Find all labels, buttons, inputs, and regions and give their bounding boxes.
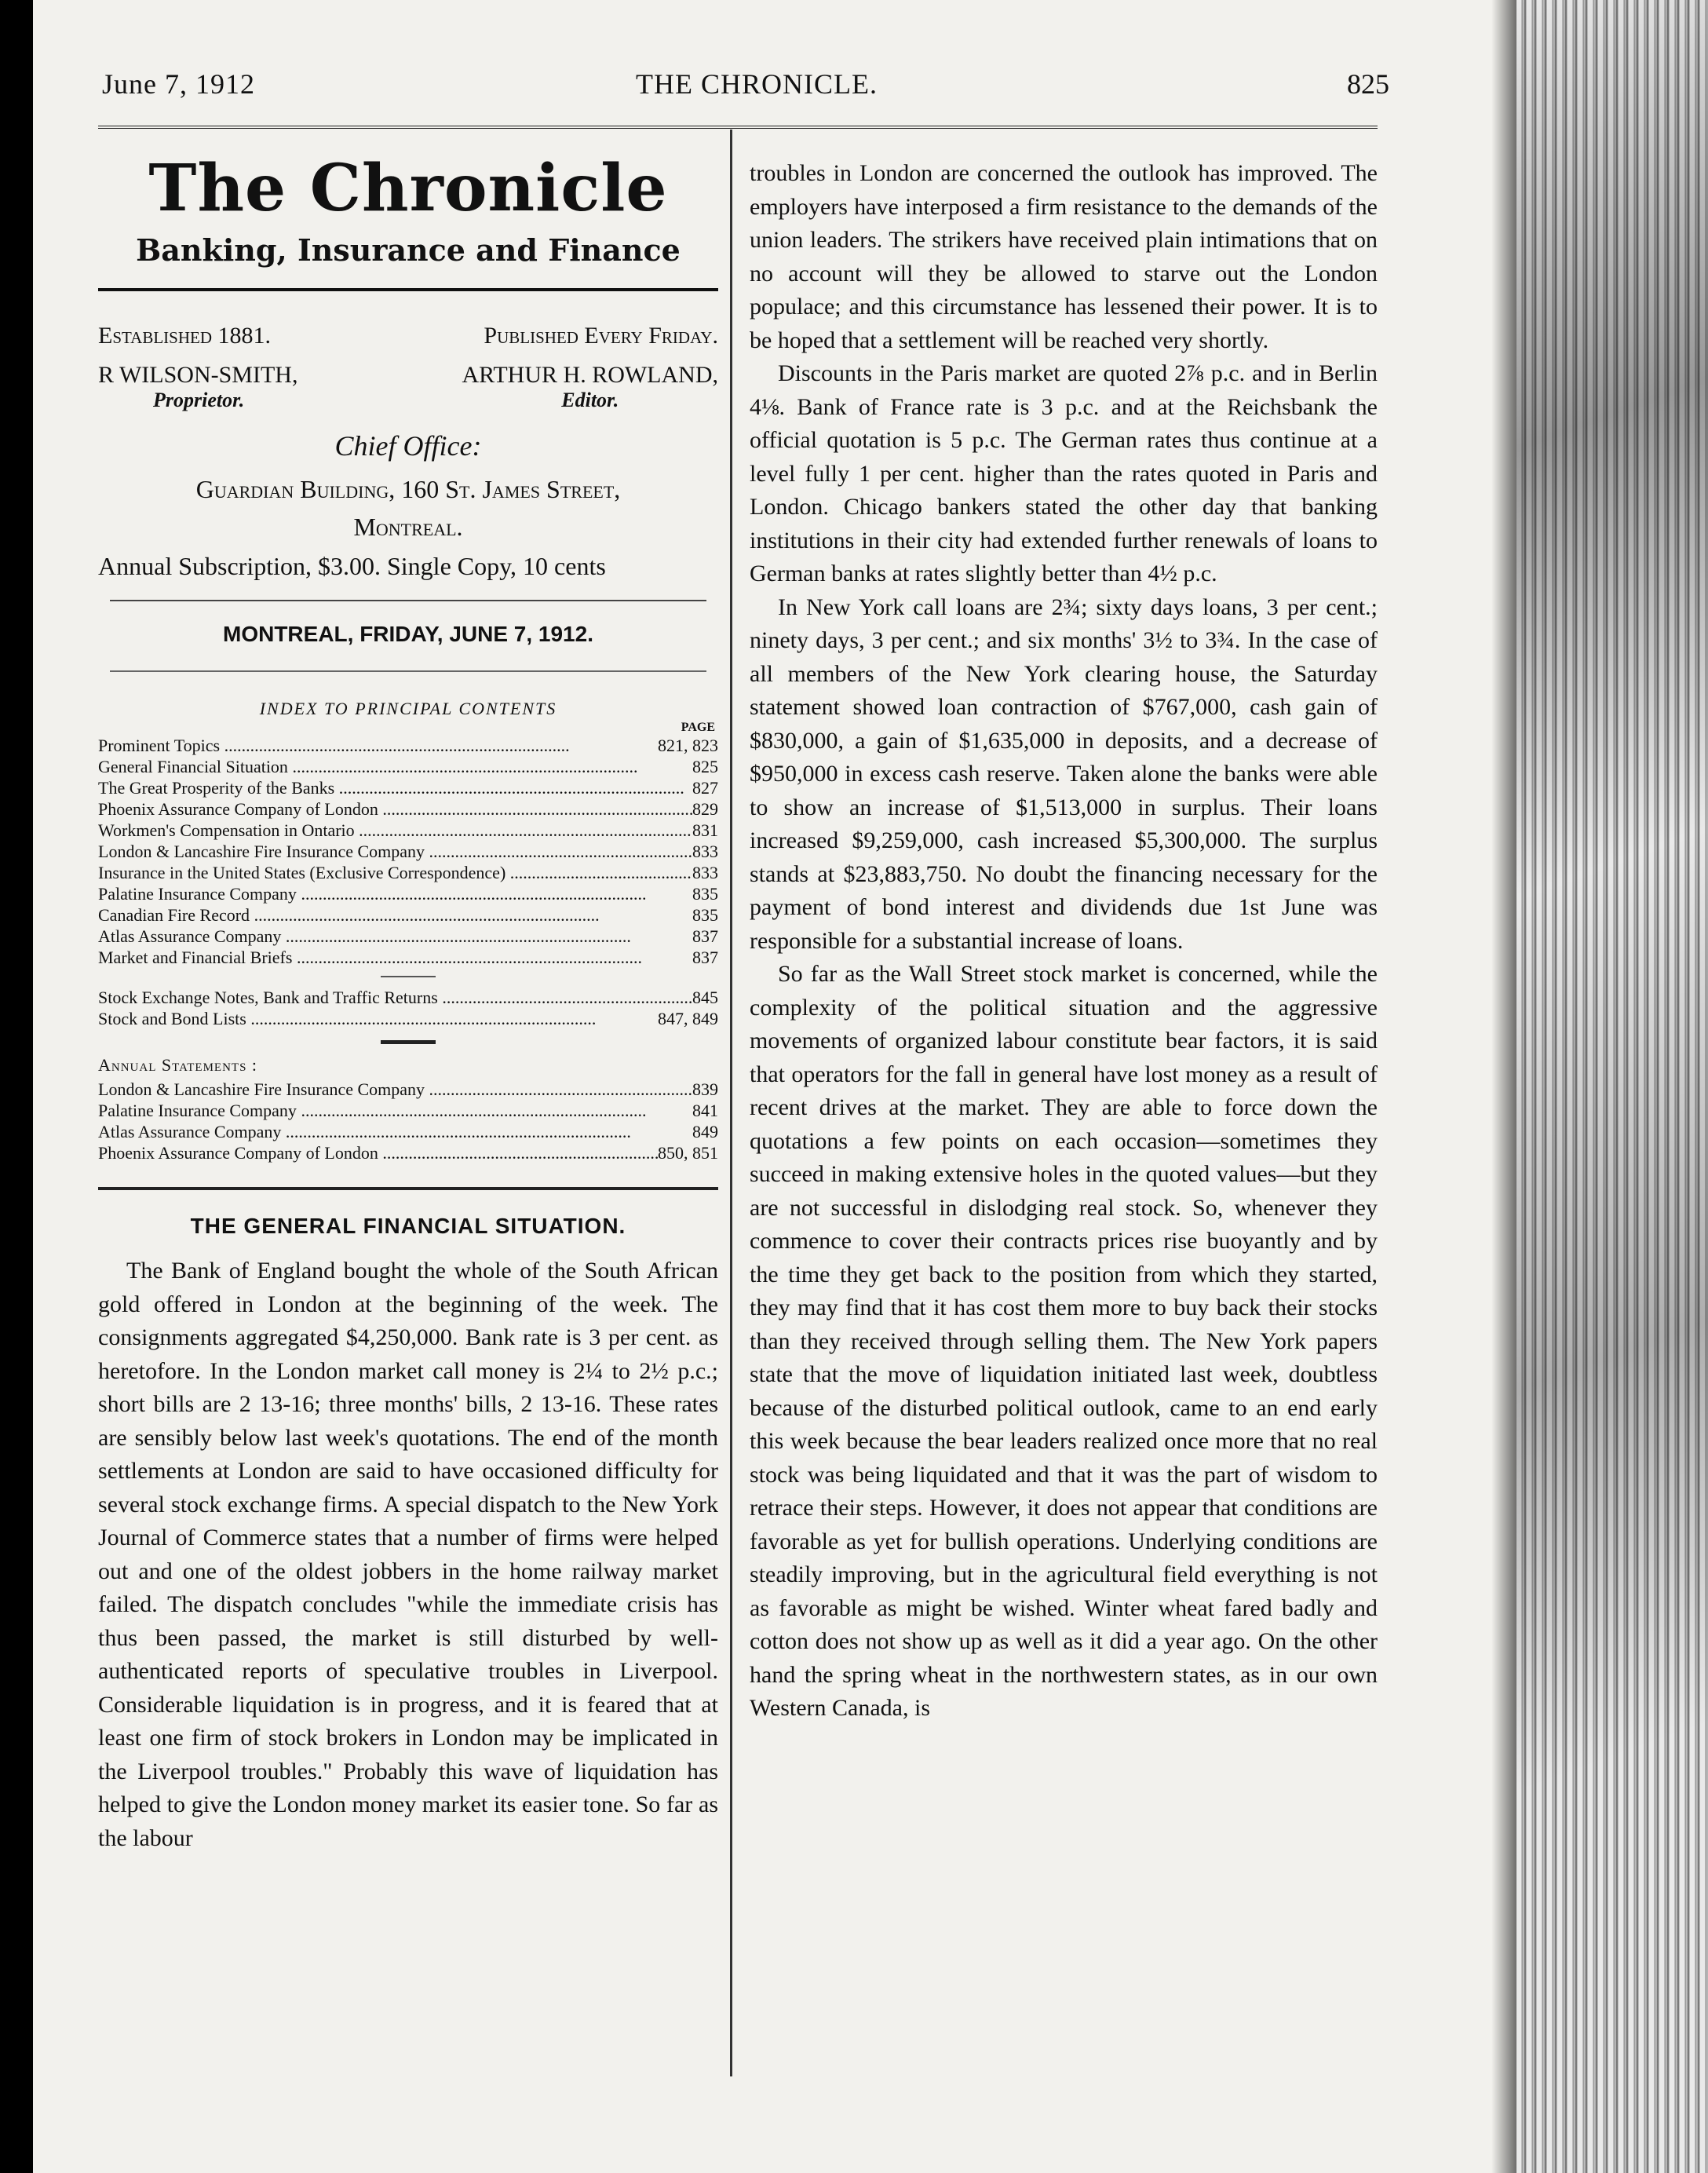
index-entry bbox=[98, 1121, 718, 1142]
index-entry-title: Workmen's Compensation in Ontario ..... bbox=[98, 820, 692, 841]
right-column bbox=[750, 157, 1378, 1726]
index-entry-title: The Great Prosperity of the Banks ..... bbox=[98, 777, 692, 798]
header-rule bbox=[98, 126, 1378, 129]
index-page-label: PAGE bbox=[681, 721, 715, 734]
index-entry bbox=[98, 1142, 718, 1163]
index-entry-title: Stock and Bond Lists ..... bbox=[98, 1008, 658, 1029]
index-entry bbox=[98, 735, 718, 756]
index-entry bbox=[98, 904, 718, 926]
index-title: INDEX TO PRINCIPAL CONTENTS bbox=[259, 699, 557, 718]
index-entry bbox=[98, 756, 718, 777]
index-entry-page: 827 bbox=[692, 778, 718, 798]
index-entry-title: London & Lancashire Fire Insurance Company ..... bbox=[98, 841, 692, 862]
editor bbox=[462, 362, 718, 412]
page-number: 825 bbox=[1347, 68, 1389, 100]
index-entry bbox=[98, 798, 718, 820]
index-entry bbox=[98, 987, 718, 1008]
book-page-edges bbox=[1516, 0, 1708, 2173]
index-entry-page: 837 bbox=[692, 926, 718, 946]
index-entry-title: London & Lancashire Fire Insurance Company ..... bbox=[98, 1079, 692, 1100]
index-entry-page: 845 bbox=[692, 988, 718, 1007]
index-entry-title: Atlas Assurance Company ..... bbox=[98, 926, 692, 947]
column-rule bbox=[730, 130, 732, 2076]
index-entry-page: 829 bbox=[692, 799, 718, 819]
index-list-secondary bbox=[98, 987, 718, 1029]
index-entry-page: 849 bbox=[692, 1122, 718, 1141]
masthead-subtitle: Banking, Insurance and Finance bbox=[136, 232, 681, 268]
article-heading: THE GENERAL FINANCIAL SITUATION. bbox=[190, 1214, 626, 1238]
index-entry bbox=[98, 947, 718, 968]
index-entry-page: 837 bbox=[692, 948, 718, 967]
index-entry bbox=[98, 883, 718, 904]
index-entry bbox=[98, 1079, 718, 1100]
index-entry-page: 835 bbox=[692, 884, 718, 904]
proprietor bbox=[98, 362, 297, 412]
article-body-left bbox=[98, 1254, 718, 1855]
index-list bbox=[98, 735, 718, 968]
index-divider bbox=[381, 1040, 436, 1044]
left-column bbox=[98, 133, 718, 1855]
journal-name: THE CHRONICLE. bbox=[636, 68, 878, 100]
annual-statements-list bbox=[98, 1079, 718, 1163]
index-entry-page: 825 bbox=[692, 757, 718, 776]
proprietor-role: Proprietor. bbox=[153, 389, 245, 411]
chief-office-label: Chief Office: bbox=[334, 430, 482, 462]
index-entry bbox=[98, 926, 718, 947]
index-entry-title: Atlas Assurance Company ..... bbox=[98, 1121, 692, 1142]
index-entry-title: Palatine Insurance Company ..... bbox=[98, 1100, 692, 1121]
index-entry-page: 833 bbox=[692, 863, 718, 882]
index-entry bbox=[98, 862, 718, 883]
section-rule bbox=[98, 1187, 718, 1190]
index-entry-title: Palatine Insurance Company ..... bbox=[98, 883, 692, 904]
index-entry-title: Canadian Fire Record ..... bbox=[98, 904, 692, 926]
editor-role: Editor. bbox=[561, 389, 619, 411]
published-text: Published Every Friday. bbox=[484, 323, 718, 349]
annual-statements-heading: Annual Statements : bbox=[98, 1055, 258, 1075]
address-city: Montreal. bbox=[353, 513, 463, 541]
editor-name: ARTHUR H. ROWLAND, bbox=[462, 362, 718, 388]
article-paragraph: So far as the Wall Street stock market is concerned, while the complexity of the political situation and the aggressive movements of organized labour constitute bear factors, it is said that operators for the fall in general have lost money as a result of recent drives at the market. They are able to force down the quotations a few points on each occasion—sometimes they succeed in making extensive holes in the quoted values—but they are not successful in dislodging real stock. So, whenever they commence to cover their contracts prices rise buoyantly and by the time they get back to the position from which they started, they may find that it has cost them more to buy back their stocks than they received through selling them. The New York papers state that the move of liquidation initiated last week, doubtless because of the disturbed political outlook, came to an end early this week because the bear leaders realized once more that no real stock was being liquidated and that it was the part of wisdom to retrace their steps. However, it does not appear that conditions are favorable as yet for bullish operations. Underlying conditions are steadily improving, but in the agricultural field everything is not as favorable as might be wished. Winter wheat fared badly and cotton does not show up as well as it did a year ago. On the other hand the spring wheat in the northwestern states, as in our own Western Canada, is bbox=[750, 961, 1378, 1721]
index-entry-page: 841 bbox=[692, 1101, 718, 1120]
article-paragraph: The Bank of England bought the whole of the South African gold offered in London at the beginning of the week. The consignments aggregated $4,250,000. Bank rate is 3 per cent. as heretofore. In the London market call money is 2¼ to 2½ p.c.; short bills are 2 13-16; three months' bills, 2 13-16. These rates are sensibly below last week's quotations. The end of the month settlements at London are said to have occasioned difficulty for several stock exchange firms. A special dispatch to the New York Journal of Commerce states that a number of firms were helped out and one of the oldest jobbers in the home railway market failed. The dispatch concludes "while the immediate crisis has thus been passed, the market is still disturbed by well-authenticated reports of speculative troubles in Liverpool. Considerable liquidation is in progress, and it is feared that at least one firm of stock brokers in London may be implicated in the Liverpool troubles." Probably this wave of liquidation has helped to give the London money market its easier tone. So far as the labour bbox=[98, 1258, 718, 1851]
index-entry bbox=[98, 1008, 718, 1029]
index-entry-page: 839 bbox=[692, 1079, 718, 1099]
address-line: Guardian Building, 160 St. James Street, bbox=[195, 475, 621, 503]
issue-date: June 7, 1912 bbox=[102, 68, 255, 100]
index-entry-page: 850, 851 bbox=[658, 1143, 718, 1163]
index-entry-title: General Financial Situation ..... bbox=[98, 756, 692, 777]
index-entry-title: Phoenix Assurance Company of London ..... bbox=[98, 798, 692, 820]
running-head bbox=[102, 68, 1389, 107]
established-text: Established 1881. bbox=[98, 323, 271, 349]
index-entry-page: 835 bbox=[692, 905, 718, 925]
article-paragraph: troubles in London are concerned the outlook has improved. The employers have interposed a firm resistance to the demands of the union leaders. The strikers have received plain intimations that on no account will they be allowed to starve out the London populace; and this circumstance has lessened their power. It is to be hoped that a settlement will be reached very shortly. bbox=[750, 160, 1378, 353]
index-entry bbox=[98, 841, 718, 862]
staff-names bbox=[98, 362, 718, 425]
index-entry-page: 821, 823 bbox=[658, 736, 718, 755]
index-entry bbox=[98, 777, 718, 798]
dateline: MONTREAL, FRIDAY, JUNE 7, 1912. bbox=[223, 622, 593, 646]
office-address bbox=[98, 470, 718, 546]
proprietor-name: R WILSON-SMITH, bbox=[98, 362, 298, 388]
article-body-right bbox=[750, 157, 1378, 1726]
gutter-shadow bbox=[1491, 0, 1516, 2173]
divider bbox=[110, 600, 706, 601]
index-entry-title: Insurance in the United States (Exclusive Correspondence) ..... bbox=[98, 862, 692, 883]
index-entry-title: Prominent Topics ..... bbox=[98, 735, 658, 756]
article-paragraph: In New York call loans are 2¾; sixty days loans, 3 per cent.; ninety days, 3 per cent.; and six months' 3½ to 3¾. In the case of all members of the New York clearing house, the Saturday statement showed loan contraction of $767,000, cash gain of $830,000, a gain of $1,635,000 in deposits, and a decrease of $950,000 in excess cash reserve. Taken alone the banks were able to show an increase of $1,513,000 in surplus. Their loans increased $9,259,000, cash increased $5,300,000. The surplus stands at $23,883,750. No doubt the financing necessary for the payment of bond interest and dividends due 1st June was responsible for a substantial increase of loans. bbox=[750, 593, 1378, 954]
index-entry-page: 833 bbox=[692, 842, 718, 861]
index-entry-title: Phoenix Assurance Company of London ..... bbox=[98, 1142, 658, 1163]
index-entry-page: 847, 849 bbox=[658, 1009, 718, 1028]
publication-info bbox=[98, 323, 718, 362]
subscription-price: Annual Subscription, $3.00. Single Copy, 10 cents bbox=[98, 552, 606, 580]
index-entry bbox=[98, 1100, 718, 1121]
index-entry-title: Market and Financial Briefs ..... bbox=[98, 947, 692, 968]
index-entry bbox=[98, 820, 718, 841]
divider bbox=[110, 670, 706, 672]
article-paragraph: Discounts in the Paris market are quoted 2⅞ p.c. and in Berlin 4⅛. Bank of France rate is 3 p.c. and at the Reichsbank the official quotation is 5 p.c. The German rates thus continue at a level fully 1 per cent. higher than the rates quoted in Paris and London. Chicago bankers stated the other day that banking institutions in their city had extended further renewals of loans to German banks at rates slightly better than 4½ p.c. bbox=[750, 360, 1378, 586]
index-entry-title: Stock Exchange Notes, Bank and Traffic Returns ..... bbox=[98, 987, 692, 1008]
index-divider bbox=[381, 976, 436, 977]
masthead-title: The Chronicle bbox=[148, 151, 668, 226]
index-entry-page: 831 bbox=[692, 820, 718, 840]
